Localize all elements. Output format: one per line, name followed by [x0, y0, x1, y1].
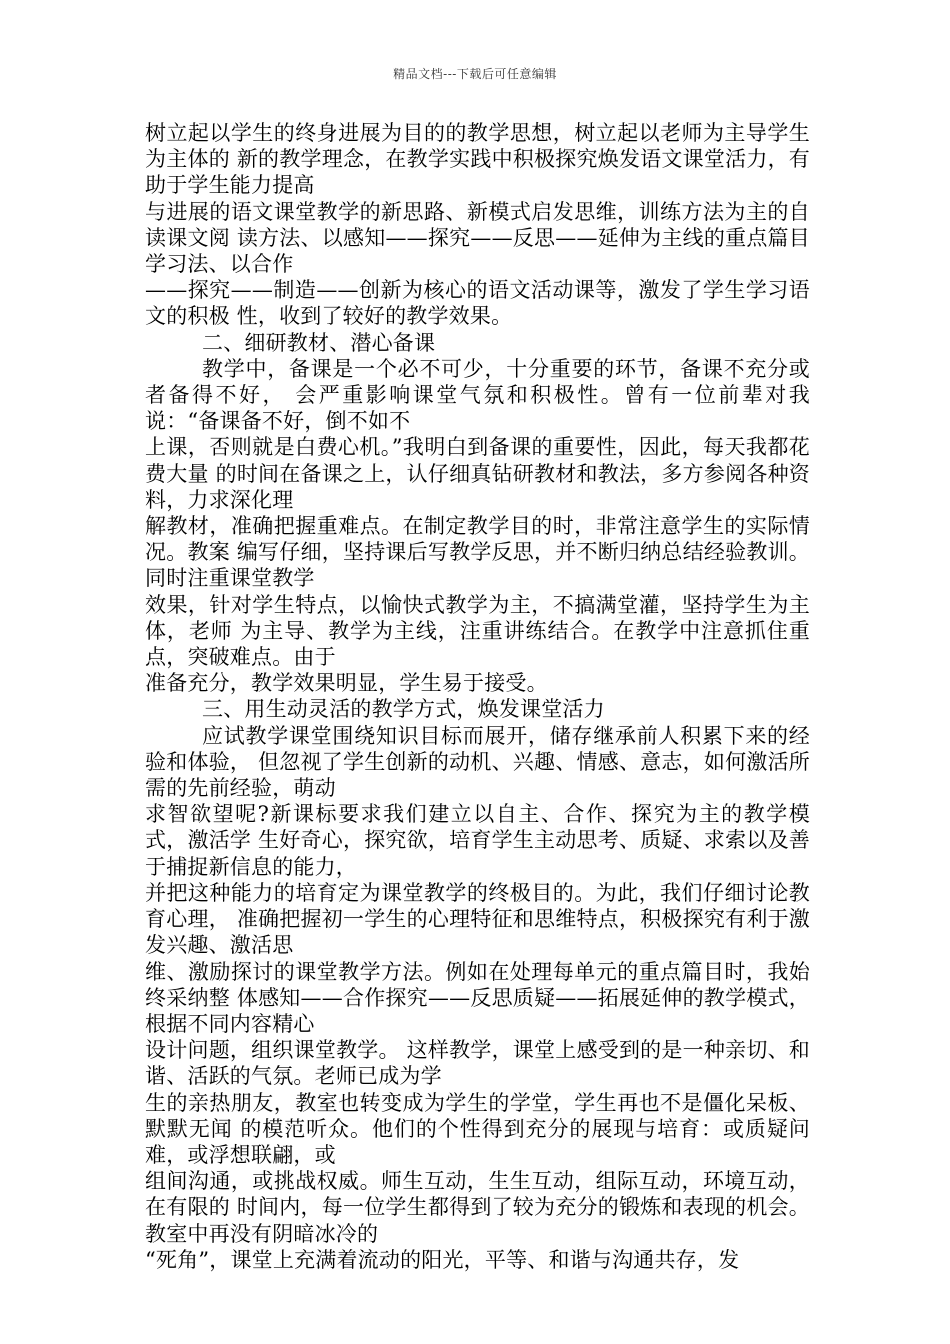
page-header: 精品文档---下载后可任意编辑: [393, 67, 557, 81]
paragraph: 与进展的语文课堂教学的新思路、新模式启发思维，训练方法为主的自读课文阅 读方法、以感知——探究——反思——延伸为主线的重点篇目学习法、以合作: [145, 199, 810, 277]
paragraph: 维、激励探讨的课堂教学方法。例如在处理每单元的重点篇目时，我始终采纳整 体感知——合作探究——反思质疑——拓展延伸的教学模式，根据不同内容精心: [145, 959, 810, 1036]
paragraph: 求智欲望呢?新课标要求我们建立以自主、合作、探究为主的教学模式，激活学 生好奇心，探究欲，培育学生主动思考、质疑、求索以及善于捕捉新信息的能力，: [145, 802, 810, 879]
paragraph: 效果，针对学生特点，以愉快式教学为主，不搞满堂灌，坚持学生为主体，老师 为主导、教学为主线，注重讲练结合。在教学中注意抓住重点，突破难点。由于: [145, 592, 810, 670]
section-heading: 三、用生动灵活的教学方式，焕发课堂活力: [202, 697, 605, 722]
paragraph: 生的亲热朋友，教室也转变成为学生的学堂，学生再也不是僵化呆板、默默无闻 的模范听众。他们的个性得到充分的展现与培育：或质疑问难，或浮想联翩，或: [145, 1090, 810, 1167]
paragraph: 应试教学课堂围绕知识目标而展开，储存继承前人积累下来的经验和体验， 但忽视了学生创新的动机、兴趣、情感、意志，如何激活所需的先前经验，萌动: [145, 723, 810, 801]
paragraph: 树立起以学生的终身进展为目的的教学思想，树立起以老师为主导学生为主体的 新的教学理念，在教学实践中积极探究焕发语文课堂活力，有助于学生能力提高: [145, 121, 810, 198]
document-body: [145, 120, 810, 1273]
paragraph: 准备充分，教学效果明显，学生易于接受。: [145, 671, 548, 696]
paragraph: “死角”，课堂上充满着流动的阳光，平等、和谐与沟通共存，发: [145, 1247, 740, 1272]
paragraph: 上课，否则就是白费心机。”我明白到备课的重要性，因此，每天我都花费大量 的时间在备课之上，认仔细真钻研教材和教法，多方参阅各种资料，力求深化理: [145, 435, 810, 512]
section-heading: 二、细研教材、潜心备课: [202, 330, 436, 355]
paragraph: 并把这种能力的培育定为课堂教学的终极目的。为此，我们仔细讨论教育心理， 准确把握初一学生的心理特征和思维特点，积极探究有利于激发兴趣、激活思: [145, 880, 810, 958]
paragraph: 设计问题，组织课堂教学。 这样教学，课堂上感受到的是一种亲切、和谐、活跃的气氛。老师已成为学: [145, 1038, 810, 1089]
paragraph: 解教材，准确把握重难点。在制定教学目的时，非常注意学生的实际情况。教案 编写仔细，坚持课后写教学反思，并不断归纳总结经验教训。同时注重课堂教学: [145, 514, 810, 591]
paragraph: 教学中，备课是一个必不可少，十分重要的环节，备课不充分或者备得不好， 会严重影响课堂气氛和积极性。曾有一位前辈对我说：“备课备不好，倒不如不: [145, 356, 810, 434]
paragraph: ——探究——制造——创新为核心的语文活动课等，激发了学生学习语文的积极 性，收到了较好的教学效果。: [145, 278, 810, 329]
paragraph: 组间沟通，或挑战权威。师生互动，生生互动，组际互动，环境互动，在有限的 时间内，每一位学生都得到了较为充分的锻炼和表现的机会。教室中再没有阴暗冰冷的: [145, 1169, 810, 1246]
